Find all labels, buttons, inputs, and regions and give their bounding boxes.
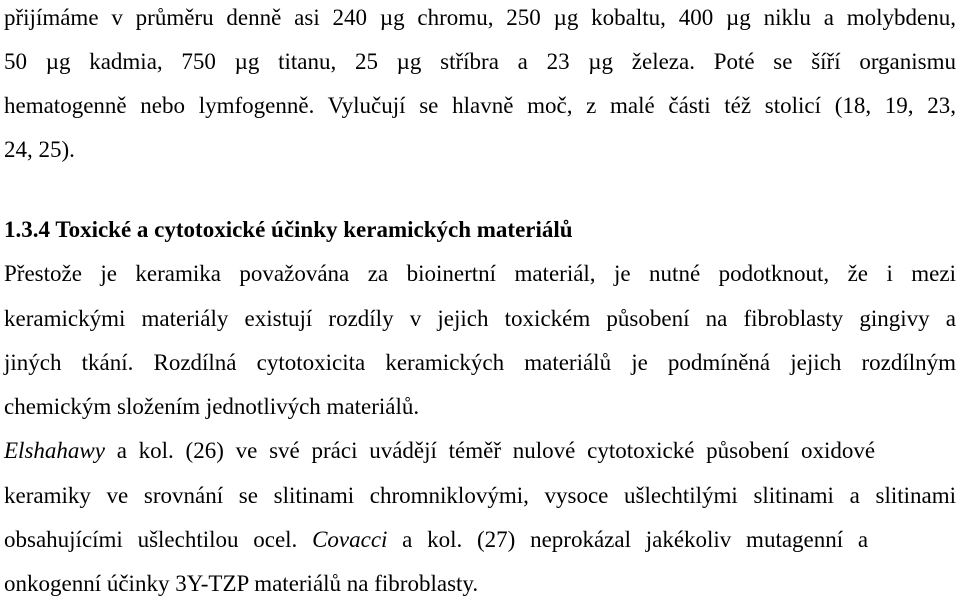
text-line [4,437,956,465]
text-segment: a kol. (27) neprokázal jakékoliv mutagenní a [387,527,869,552]
text-line: 50 µg kadmia, 750 µg titanu, 25 µg stříbra a 23 µg železa. Poté se šíří organismu [4,49,956,74]
text-line: onkogenní účinky 3Y-TZP materiálů na fibroblasty. [4,571,479,596]
text-line: hematogenně nebo lymfogenně. Vylučují se hlavně moč, z malé části též stolicí (18, 19, 23, [4,93,956,118]
text-segment: obsahujícími ušlechtilou ocel. [4,527,313,552]
text-line: keramiky ve srovnání se slitinami chromniklovými, vysoce ušlechtilými slitinami a slitinami [4,483,956,508]
author-name: Covacci [312,527,388,552]
text-line: keramickými materiály existují rozdíly v jejich toxickém působení na fibroblasty gingivy a [4,306,956,331]
section-heading: 1.3.4 Toxické a cytotoxické účinky keramických materiálů [4,217,573,242]
text-line: 24, 25). [4,137,75,162]
text-line: přijímáme v průměru denně asi 240 µg chromu, 250 µg kobaltu, 400 µg niklu a molybdenu, [4,5,956,30]
text-line: jiných tkání. Rozdílná cytotoxicita keramických materiálů je podmíněná jejich rozdílným [4,350,956,375]
text-line [4,526,956,554]
text-segment: a kol. (26) ve své práci uvádějí téměř nulové cytotoxické působení oxidové [104,438,876,463]
author-name: Elshahawy [4,438,105,463]
text-line: chemickým složením jednotlivých materiálů. [4,394,420,419]
text-line: Přestože je keramika považována za bioinertní materiál, je nutné podotknout, že i mezi [4,261,956,286]
